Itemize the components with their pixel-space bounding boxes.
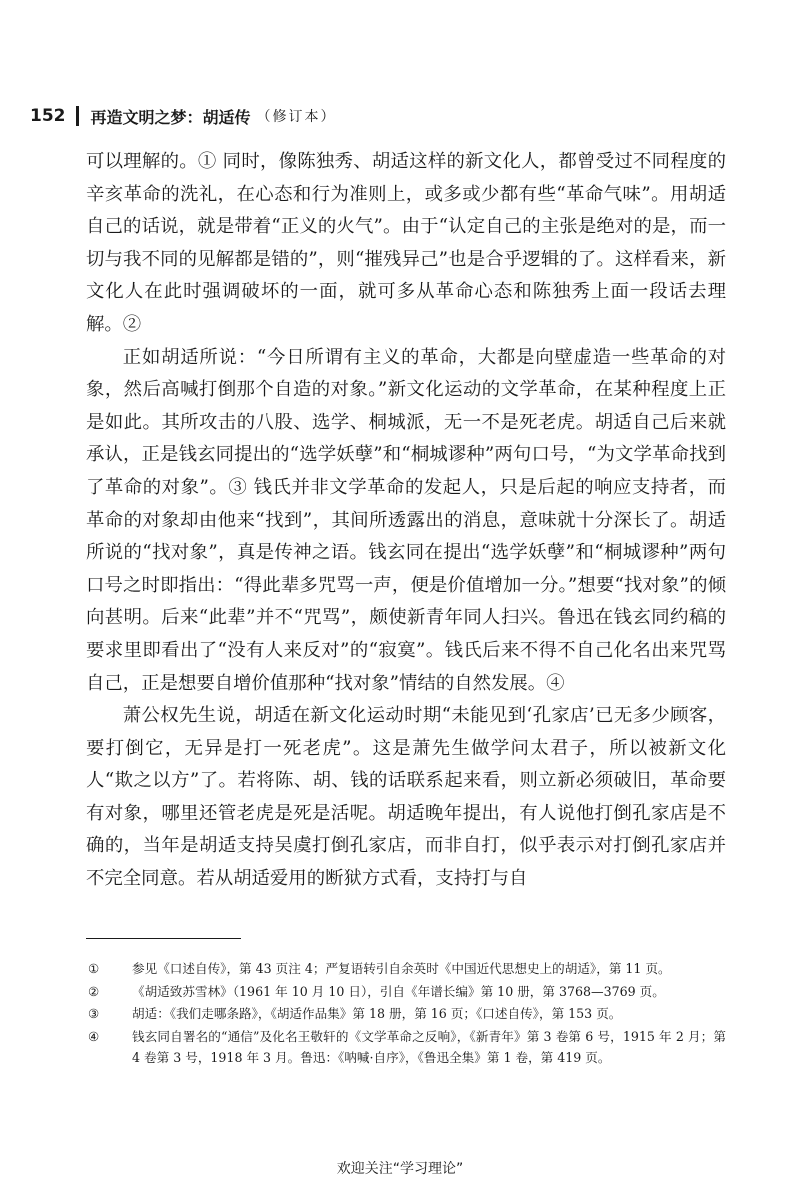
footnote-text: 参见《口述自传》，第 43 页注 4；严复语转引自余英时《中国近代思想史上的胡适》，第 11 页。: [132, 961, 671, 976]
footnote-mark: ③: [88, 1006, 100, 1021]
footnote-mark: ①: [88, 961, 100, 976]
running-header: [30, 104, 337, 128]
footnote-text: 钱玄同自署名的“通信”及化名王敬轩的《文学革命之反响》，《新青年》第 3 卷第 6 号，1915 年 2 月；第 4 卷第 3 号，1918 年 3 月。鲁迅：《呐喊·自序》，《鲁迅全集》第 1 卷，第 419 页。: [132, 1028, 726, 1065]
footnote-mark: ④: [88, 1028, 100, 1044]
paragraph: 可以理解的。① 同时，像陈独秀、胡适这样的新文化人，都曾受过不同程度的辛亥革命的洗礼，在心态和行为准则上，或多或少都有些“革命气味”。用胡适自己的话说，就是带着“正义的火气”。由于“认定自己的主张是绝对的是，而一切与我不同的见解都是错的”，则“摧残异己”也是合乎逻辑的了。这样看来，新文化人在此时强调破坏的一面，就可多从革命心态和陈独秀上面一段话去理解。②: [86, 151, 726, 335]
footnotes: [86, 958, 726, 1070]
page-number: 152: [30, 106, 66, 126]
footnote: [86, 1026, 726, 1069]
footnote: [86, 958, 726, 980]
footnote: [86, 1003, 726, 1025]
footnote-separator: [86, 938, 241, 939]
paragraph: 正如胡适所说：“今日所谓有主义的革命，大都是向壁虚造一些革命的对象，然后高喊打倒那个自造的对象。”新文化运动的文学革命，在某种程度上正是如此。其所攻击的八股、选学、桐城派，无一不是死老虎。胡适自己后来就承认，正是钱玄同提出的“选学妖孽”和“桐城谬种”两句口号，“为文学革命找到了革命的对象”。③ 钱氏并非文学革命的发起人，只是后起的响应支持者，而革命的对象却由他来“找到”，其间所透露出的消息，意味就十分深长了。胡适所说的“找对象”，真是传神之语。钱玄同在提出“选学妖孽”和“桐城谬种”两句口号之时即指出：“得此辈多咒骂一声，便是价值增加一分。”想要“找对象”的倾向甚明。后来“此辈”并不“咒骂”，颇使新青年同人扫兴。鲁迅在钱玄同约稿的要求里即看出了“没有人来反对”的“寂寞”。钱氏后来不得不自己化名出来咒骂自己，正是想要自增价值那种“找对象”情结的自然发展。④: [86, 346, 726, 694]
header-divider: [76, 106, 79, 126]
footnote-text: 《胡适致苏雪林》（1961 年 10 月 10 日），引自《年谱长编》第 10 册，第 3768—3769 页。: [132, 983, 665, 999]
book-title: 再造文明之梦：胡适传: [90, 107, 251, 127]
paragraph: 萧公权先生说，胡适在新文化运动时期“未能见到‘孔家店’已无多少顾客，要打倒它，无异是打一死老虎”。这是萧先生做学问太君子，所以被新文化人“欺之以方”了。若将陈、胡、钱的话联系起来看，则立新必须破旧，革命要有对象，哪里还管老虎是死是活呢。胡适晚年提出，有人说他打倒孔家店是不确的，当年是胡适支持吴虞打倒孔家店，而非自打，似乎表示对打倒孔家店并不完全同意。若从胡适爱用的断狱方式看，支持打与自: [86, 705, 726, 890]
footnote-text: 胡适：《我们走哪条路》，《胡适作品集》第 18 册，第 16 页；《口述自传》，第 153 页。: [132, 1006, 622, 1021]
page-footer: 欢迎关注“学习理论”: [336, 1161, 464, 1177]
footnote: [86, 981, 726, 1003]
footnote-mark: ②: [88, 983, 100, 999]
book-edition: （修订本）: [256, 109, 337, 125]
body-text: [86, 146, 726, 896]
